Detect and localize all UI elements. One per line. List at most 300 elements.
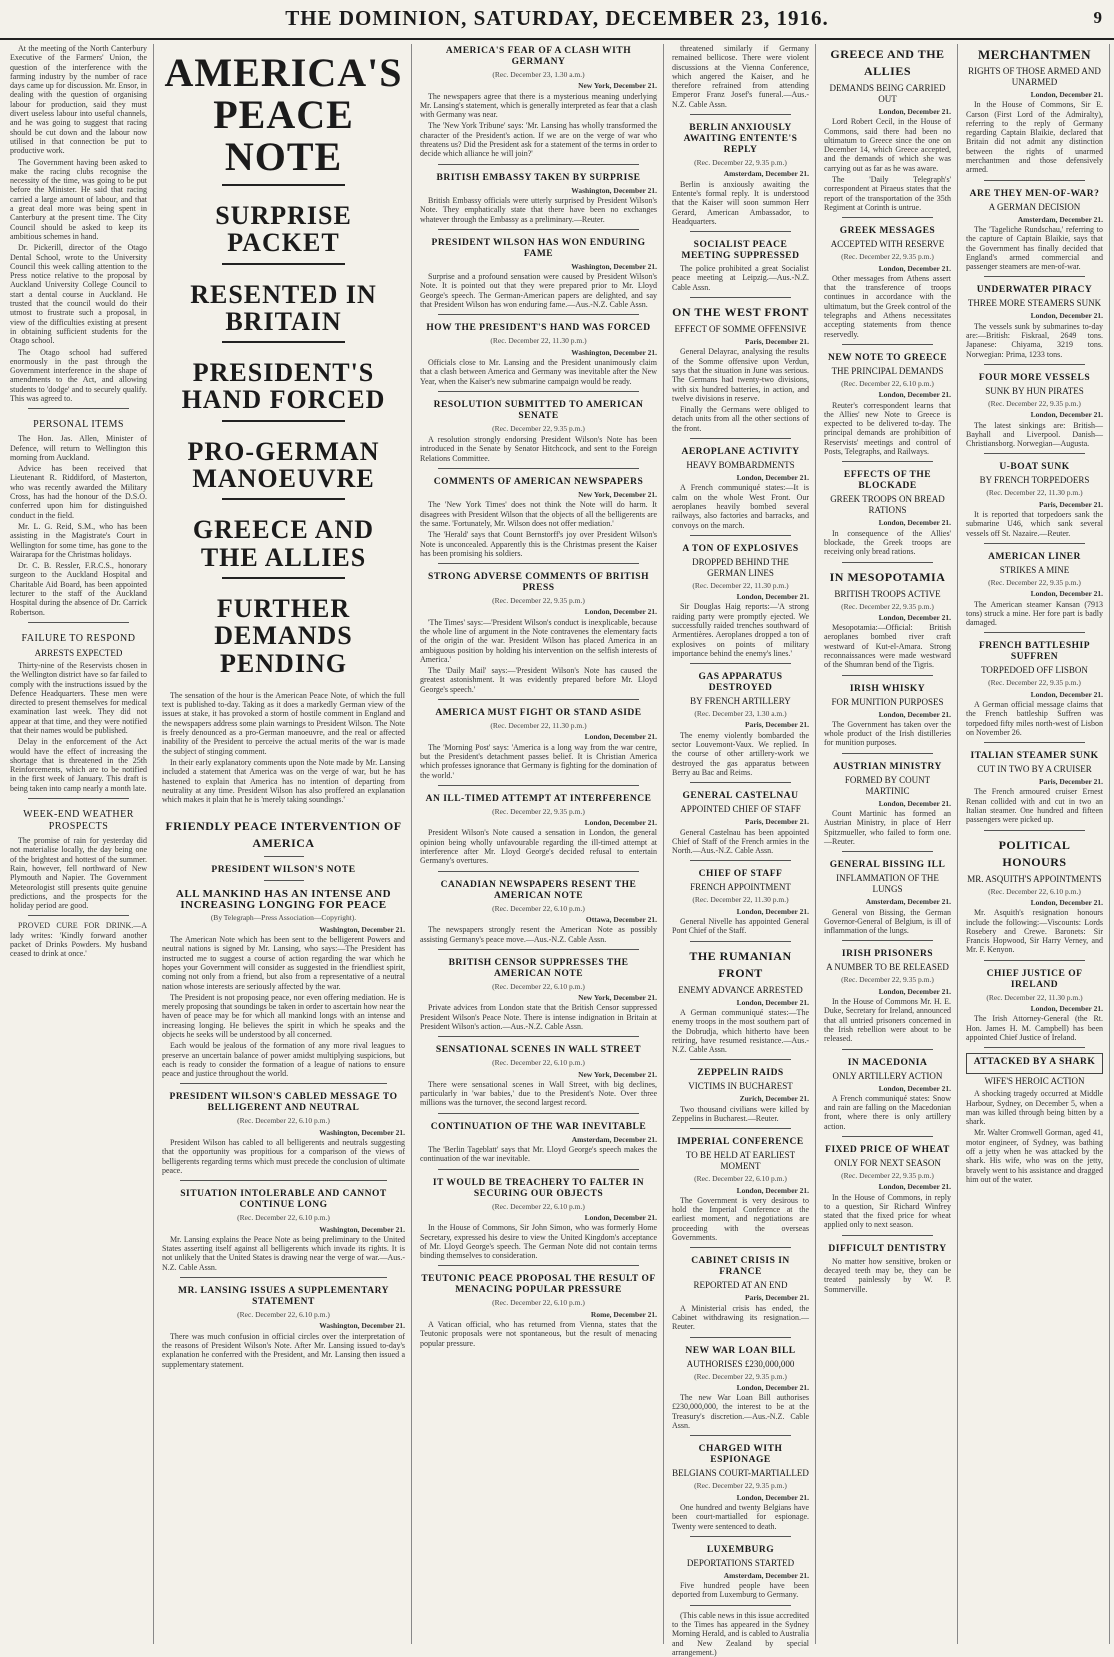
dateline: Washington, December 21. <box>319 1127 405 1137</box>
article-heading: AMERICA MUST FIGHT OR STAND ASIDE <box>435 708 642 719</box>
dateline: London, December 21. <box>1030 90 1103 99</box>
paragraph: General Delayrac, analysing the results of the Somme offensive upon Verdun, says that the situation in June was serious. The Germans had twenty-two divisions, with six hundred batteries, in action, and twelve divisions in reserve. <box>672 347 809 403</box>
column-1 <box>4 44 154 1644</box>
dateline: London, December 21. <box>736 592 809 602</box>
article-heading: CHARGED WITH ESPIONAGE <box>698 1444 783 1466</box>
article-subheading: APPOINTED CHIEF OF STAFF <box>680 804 801 815</box>
divider <box>842 851 933 852</box>
paragraph: The 'New York Tribune' says: 'Mr. Lansing has wholly transformed the character of the President's action. If we are on the verge of war who threatens us? Did the President ask for a statement of the terms in order to decide which alliance he will join?' <box>420 121 657 159</box>
divider <box>180 1180 387 1181</box>
paragraph: There were sensational scenes in Wall Street, with big declines, particularly in 'war babies,' due to the President's Note. Over three millions was the turnover, the second largest record. <box>420 1079 657 1108</box>
paragraph: The 'Berlin Tageblatt' says that Mr. Lloyd George's speech makes the continuation of the war inevitable. <box>420 1145 657 1164</box>
article-heading: GREECE AND THE ALLIES <box>830 47 945 78</box>
article-heading: HOW THE PRESIDENT'S HAND WAS FORCED <box>426 323 651 334</box>
paragraph: In consequence of the Allies' blockade, the Greek troops are receiving only bread rations. <box>824 528 951 557</box>
headline-main: AMERICA'S PEACE <box>164 50 403 137</box>
article-heading: DIFFICULT DENTISTRY <box>828 1243 947 1254</box>
paragraph: One hundred and twenty Belgians have been court-martialled for espionage. Twenty were sentenced to death. <box>672 1502 809 1531</box>
divider <box>984 364 1085 365</box>
divider <box>690 1247 791 1248</box>
paragraph: Count Martinic has formed an Austrian Ministry, in place of Herr Spitzmueller, who failed to form one.—Reuter. <box>824 809 951 846</box>
dateline: New York, December 21. <box>578 993 657 1003</box>
paragraph: In the House of Commons Mr. H. E. Duke, Secretary for Ireland, announced that all untried prisoners concerned in the Irish rebellion were about to be released. <box>824 997 951 1044</box>
paragraph: A French communiqué states: Snow and rain are falling on the Macedonian front, where there is only artillery action. <box>824 1093 951 1131</box>
paragraph: The 'Daily Telegraph's' correspondent at Piraeus states that the report of the transportation of the 35th Regiment at Corinth is untrue. <box>824 175 951 212</box>
paragraph: Advice has been received that Lieutenant R. Riddiford, of Masterton, who was recently awarded the Military Cross, has had the honour of the D.S.O. conferred upon him for distinguished conduct in the field. <box>10 464 147 520</box>
paragraph: Berlin is anxiously awaiting the Entente's formal reply. It is understood that the Kaiser will soon summon Herr Gerard, American Ambassador, to Headquarters. <box>672 179 809 226</box>
divider <box>28 408 129 409</box>
article-heading: SOCIALIST PEACE MEETING SUPPRESSED <box>681 240 800 262</box>
dateline: London, December 21. <box>736 997 809 1007</box>
dateline: London, December 21. <box>878 518 951 528</box>
paragraph: Other messages from Athens assert that the transference of troops continues in accordance with the ultimatum, but the Greek control of the telegraphs and Athens necessitates accepting statements from thence reservedly. <box>824 273 951 339</box>
paragraph: In the House of Commons, Sir E. Carson (First Lord of the Admiralty), referring to the reply of Germany regarding Captain Blaikie, declared that Britain did not admit any distinction between the rights of unarmed merchantmen and those defensively armed. <box>966 100 1103 175</box>
paragraph: Each would be jealous of the formation of any more rival leagues to preserve an uncertain balance of power amidst multiplying suspicions, but each is ready to consider the formation of a league of nations to ensure peace and justice throughout the world. <box>162 1041 405 1079</box>
article-subheading: THE PRINCIPAL DEMANDS <box>831 365 944 376</box>
article-subheading: A GERMAN DECISION <box>988 201 1081 212</box>
received-time: (Rec. December 22, 9.35 p.m.) <box>694 1481 787 1491</box>
dateline: London, December 21. <box>878 612 951 622</box>
dateline: Washington, December 21. <box>571 261 657 271</box>
paragraph: General Castelnau has been appointed Chief of Staff of the French armies in the North.—Aus.-N.Z. Cable Assn. <box>672 827 809 856</box>
received-time: (Rec. December 22, 9.35 p.m.) <box>841 975 934 985</box>
paragraph: The Government has taken over the whole product of the Irish distilleries for munition purposes. <box>824 719 951 748</box>
dateline: London, December 21. <box>1030 410 1103 420</box>
article-heading: CHIEF JUSTICE OF IRELAND <box>986 968 1083 990</box>
dateline: New York, December 21. <box>578 490 657 500</box>
article-heading: NEW WAR LOAN BILL <box>685 1345 796 1356</box>
article-heading: BRITISH CENSOR SUPPRESSES THE AMERICAN NOTE <box>448 957 629 979</box>
copyright-note: (This cable news in this issue accredited to the Times has appeared in the Sydney Morning Herald, and is cabled to Australia and New Zealand by special arrangement.) <box>672 1610 809 1657</box>
paragraph: Sir Douglas Haig reports:—'A strong raiding party were promptly ejected. We successfully raided trenches southward of Armentières. Aeroplanes dropped a ton of explosives on points of military importance behind the enemy's lines.' <box>672 602 809 658</box>
divider <box>690 860 791 861</box>
dateline: Washington, December 21. <box>571 185 657 195</box>
divider <box>690 535 791 536</box>
paragraph: It is reported that torpedoers sank the submarine U46, which sank several vessels off St. Nazaire.—Reuter. <box>966 510 1103 538</box>
article-subheading: DEPORTATIONS STARTED <box>686 1557 795 1568</box>
paragraph: Lord Robert Cecil, in the House of Commons, said there had been no ultimatum to Greece since the one on December 14, which Greece accepted, and the demands of which she was carrying out as far as he was aware. <box>824 117 951 173</box>
paragraph: A Vatican official, who has returned from Vienna, states that the Teutonic proposals were not spontaneous, but the result of menacing popular pressure. <box>420 1320 657 1348</box>
received-time: (Rec. December 22, 6.10 p.m.) <box>237 1310 330 1320</box>
dateline: Paris, December 21. <box>744 720 809 730</box>
article-subheading: INFLAMMATION OF THE LUNGS <box>836 873 939 895</box>
dateline: Amsterdam, December 21. <box>571 1134 657 1144</box>
dateline: London, December 21. <box>878 986 951 996</box>
article-subheading: DEMANDS BEING CARRIED OUT <box>829 83 946 104</box>
article-subheading: ARRESTS EXPECTED <box>34 647 123 658</box>
article-heading: AUSTRIAN MINISTRY <box>833 761 942 772</box>
divider <box>690 114 791 115</box>
paragraph: The Hon. Jas. Allen, Minister of Defence, will return to Wellington this morning from Auckland. <box>10 434 147 462</box>
article-subheading: FORMED BY COUNT MARTINIC <box>844 774 931 796</box>
article-heading: THE RUMANIAN FRONT <box>689 948 792 980</box>
article-subheading: GREEK TROOPS ON BREAD RATIONS <box>830 494 945 516</box>
paragraph: General von Bissing, the German Governor-General of Belgium, is ill of inflammation of the lungs. <box>824 907 951 936</box>
paragraph: The Otago school had suffered enormously in the past through the Government interference in the shape of amendments to the Act, and allowing students to 'dodge' and to securely qualify. This was agreed to. <box>10 347 147 403</box>
article-heading: TEUTONIC PEACE PROPOSAL THE RESULT OF MENACING POPULAR PRESSURE <box>421 1274 656 1296</box>
article-heading: GENERAL CASTELNAU <box>682 791 799 802</box>
paragraph: President Wilson's Note caused a sensation in London, the general opinion being wholly unfavourable regarding the ill-timed attempt at interference after Mr. Lloyd George's decided refusal to entertain Germany's overtures. <box>420 828 657 866</box>
received-time: (Rec. December 23, 1.30 a.m.) <box>492 70 585 79</box>
paragraph: A German official message claims that the French battleship Suffren was torpedoed fifty miles north-west of Lisbon on November 26. <box>966 699 1103 737</box>
paragraph: The police prohibited a great Socialist peace meeting at Leipzig.—Aus.-N.Z. Cable Assn. <box>672 264 809 292</box>
article-heading: EFFECTS OF THE BLOCKADE <box>843 470 932 492</box>
paragraph: British Embassy officials were utterly surprised by President Wilson's Note. They emphatically state that there have been no exchanges whatever through the Embassy as a preliminary.—Reuter. <box>420 195 657 224</box>
divider <box>690 1337 791 1338</box>
article-subheading: FRENCH APPOINTMENT <box>690 882 791 893</box>
headline-deck: RESENTED IN BRITAIN <box>190 279 377 336</box>
dateline: London, December 21. <box>878 709 951 719</box>
divider <box>984 453 1085 454</box>
paragraph: The French armoured cruiser Ernest Renan collided with and cut in two an Italian steamer. One hundred and fifteen passengers were picked up. <box>966 787 1103 825</box>
paragraph: Private advices from London state that the British Censor suppressed President Wilson's Peace Note. There is intense indignation in Britain at President Wilson's action.—Aus.-N.Z. Cable Assn. <box>420 1003 657 1031</box>
paragraph: Five hundred people have been deported from Luxemburg to Germany. <box>672 1581 809 1600</box>
dateline: Ottawa, December 21. <box>585 914 657 924</box>
article-heading: IMPERIAL CONFERENCE <box>677 1137 804 1148</box>
paragraph: Finally the Germans were obliged to detach units from all the other sections of the front. <box>672 405 809 433</box>
article-heading: AMERICA'S FEAR OF A CLASH WITH GERMANY <box>445 46 632 67</box>
dateline: London, December 21. <box>736 906 809 916</box>
paragraph: Dr. C. B. Ressler, F.R.C.S., honorary surgeon to the Auckland Hospital and Charitable Aid Board, has been appointed lecturer to the staff of the Auckland Hospital during the absence of Dr. Carrick Robertson. <box>10 561 147 617</box>
article-heading: IT WOULD BE TREACHERY TO FALTER IN SECURING OUR OBJECTS <box>432 1177 645 1199</box>
divider <box>690 1605 791 1606</box>
article-subheading: ACCEPTED WITH RESERVE <box>830 239 945 250</box>
paragraph: In the House of Commons, in reply to a question, Sir Richard Winfrey stated that the fixed price for wheat applied only to next season. <box>824 1192 951 1230</box>
divider <box>438 1169 639 1170</box>
divider <box>984 742 1085 743</box>
divider <box>28 798 129 799</box>
headline-main-2: NOTE <box>224 134 343 179</box>
article-subheading: TORPEDOED OFF LISBON <box>981 665 1088 676</box>
paragraph: Two thousand civilians were killed by Zeppelins in Bucharest.—Reuter. <box>672 1104 809 1123</box>
article-subheading: CUT IN TWO BY A CRUISER <box>977 764 1092 775</box>
paragraph: Mr. Walter Cromwell Gorman, aged 41, motor engineer, of Sydney, was bathing off a jetty when he was attacked by the shark. His wife, who was on the jetty, bravely went to his assistance and dragged him out of the water. <box>966 1128 1103 1184</box>
article-heading: BRITISH EMBASSY TAKEN BY SURPRISE <box>436 172 641 183</box>
article-heading: PRESIDENT WILSON'S CABLED MESSAGE TO BELLIGERENT AND NEUTRAL <box>169 1092 398 1114</box>
divider <box>984 543 1085 544</box>
dateline: Zurich, December 21. <box>739 1094 809 1104</box>
article-heading: GENERAL BISSING ILL <box>829 860 946 871</box>
divider <box>438 1113 639 1114</box>
divider <box>690 941 791 942</box>
article-subheading: A NUMBER TO BE RELEASED <box>826 962 949 973</box>
divider <box>842 1049 933 1050</box>
article-heading: GAS APPARATUS DESTROYED <box>698 672 783 694</box>
article-heading: CONTINUATION OF THE WAR INEVITABLE <box>430 1121 647 1132</box>
article-heading: IRISH PRISONERS <box>841 949 934 960</box>
dateline: London, December 21. <box>736 1382 809 1392</box>
received-time: (Rec. December 22, 9.35 p.m.) <box>988 678 1081 688</box>
dateline: London, December 21. <box>736 1185 809 1195</box>
paragraph: Mr. L. G. Reid, S.M., who has been assisting in the Magistrate's Court in Wellington for some time, has gone to the Wairarapa for the Christmas holidays. <box>10 521 147 559</box>
dateline: London, December 21. <box>878 390 951 400</box>
article-heading: COMMENTS OF AMERICAN NEWSPAPERS <box>433 477 644 488</box>
article-subheading: BY FRENCH TORPEDOERS <box>979 475 1090 486</box>
article-heading: AMERICAN LINER <box>988 551 1081 562</box>
paragraph: The Government having been asked to make the racing clubs recognise the necessity of the time, was going to be put before the Minister. He said that racing carried a large amount of labour, and that a great deal more was being spent in Canterbury at the present time. The City Council should be asked to keep its ambitious schemes in hand. <box>10 157 147 241</box>
article-heading: IN MESOPOTAMIA <box>829 569 946 584</box>
divider <box>438 314 639 315</box>
received-time: (Rec. December 23, 1.30 a.m.) <box>694 709 787 719</box>
article-heading: SITUATION INTOLERABLE AND CANNOT CONTINUE LONG <box>180 1189 387 1211</box>
dateline: Amsterdam, December 21. <box>723 169 809 179</box>
dateline: London, December 21. <box>878 263 951 273</box>
received-time: (Rec. December 22, 9.35 p.m.) <box>694 1371 787 1381</box>
divider <box>222 341 345 343</box>
received-time: (Rec. December 22, 6.10 p.m.) <box>694 1174 787 1184</box>
paragraph: Mr. Asquith's resignation honours include the following:—Viscounts: Lords Rosebery and Crewe. Baronets: Sir Francis Hopwood, Sir Harry Verney, and Mr. F. Kenyon. <box>966 908 1103 955</box>
article-subheading: FOR MUNITION PURPOSES <box>831 696 944 707</box>
divider <box>984 276 1085 277</box>
received-time: (Rec. December 22, 11.30 p.m.) <box>490 336 587 346</box>
dateline: Washington, December 21. <box>319 924 405 934</box>
divider <box>842 344 933 345</box>
article-subheading: WIFE'S HEROIC ACTION <box>984 1076 1085 1087</box>
dateline: Washington, December 21. <box>571 347 657 357</box>
page-number: 9 <box>1093 8 1102 27</box>
divider <box>438 785 639 786</box>
divider <box>28 622 129 623</box>
article-subheading: ONLY ARTILLERY ACTION <box>832 1070 943 1081</box>
article-subheading: AUTHORISES £230,000,000 <box>686 1358 795 1369</box>
article-heading: ON THE WEST FRONT <box>672 305 809 320</box>
article-subheading: BRITISH TROOPS ACTIVE <box>834 588 941 599</box>
article-heading: MR. LANSING ISSUES A SUPPLEMENTARY STATEMENT <box>177 1286 389 1308</box>
paragraph: Thirty-nine of the Reservists chosen in the Wellington district have so far failed to comply with the instructions issued by the Defence Headquarters. These men were directed to present themselves for medical examination last week. They did not appear at that time, and they were notified that their names would be published. <box>10 660 147 735</box>
paragraph: The enemy violently bombarded the sector Louvemont-Vaux. We replied. In the course of other artillery-work we destroyed the gas apparatus between Berry au Bac and Reims. <box>672 730 809 777</box>
article-subheading: BY FRENCH ARTILLERY <box>690 696 791 707</box>
paragraph: The 'Herald' says that Count Bernstorff's joy over President Wilson's Note is unconcealed. Apparently this is the Christmas present the Kaiser has been promising his soldiers. <box>420 530 657 558</box>
divider <box>28 915 129 916</box>
article-heading: A TON OF EXPLOSIVES <box>682 543 799 554</box>
received-time: (Rec. December 22, 11.30 p.m.) <box>986 488 1083 498</box>
dateline: London, December 21. <box>878 1083 951 1093</box>
divider <box>690 1128 791 1129</box>
received-time: (Rec. December 22, 11.30 p.m.) <box>692 580 789 590</box>
column-4 <box>666 44 816 1657</box>
dateline: Paris, December 21. <box>1038 777 1103 787</box>
masthead <box>0 2 1114 40</box>
paragraph: President Wilson has cabled to all belligerents and neutrals suggesting that the opportunity was propitious for a comparison of the views of belligerents regarding terms which must precede the conclusion of ultimate peace. <box>162 1138 405 1175</box>
divider <box>984 830 1085 831</box>
dateline: London, December 21. <box>1030 311 1103 321</box>
divider <box>222 263 345 265</box>
article-subheading: BELGIANS COURT-MARTIALLED <box>672 1468 809 1479</box>
divider <box>438 391 639 392</box>
divider <box>984 180 1085 181</box>
article-subheading: REPORTED AT AN END <box>693 1280 788 1291</box>
received-time: (Rec. December 22, 6.10 p.m.) <box>988 886 1081 896</box>
column-2 <box>156 44 412 1644</box>
dateline: Paris, December 21. <box>744 337 809 347</box>
paragraph: The newspapers agree that there is a mysterious meaning underlying Mr. Lansing's statement, which is generally interpreted as fear that a clash with Germany was near. <box>420 91 657 120</box>
dateline: London, December 21. <box>584 607 657 617</box>
divider <box>180 1277 387 1278</box>
article-heading: ATTACKED BY A SHARK <box>973 1057 1096 1068</box>
dateline: Rome, December 21. <box>590 1309 657 1319</box>
paragraph: Mr. Lansing explains the Peace Note as being preliminary to the United States asserting itself against all belligerents which invade its rights. It is not unlikely that the United States is drawing near the verge of war.—Aus.-N.Z. Cable Assn. <box>162 1234 405 1272</box>
shark-story-box <box>966 1053 1103 1074</box>
dateline: London, December 21. <box>1030 589 1103 599</box>
divider <box>984 632 1085 633</box>
received-time: (Rec. December 22, 9.35 p.m.) <box>841 601 934 611</box>
received-time: (Rec. December 22, 6.10 p.m.) <box>237 1213 330 1223</box>
received-time: (Rec. December 22, 9.35 p.m.) <box>694 158 787 168</box>
divider <box>264 880 304 881</box>
paragraph: In the House of Commons, Sir John Simon, who was formerly Home Secretary, expressed his desire to view the United Kingdom's acceptance of Mr. Lloyd George's speech. The German Note did not contain terms binding themselves to consideration. <box>420 1223 657 1261</box>
article-subheading: VICTIMS IN BUCHAREST <box>688 1081 793 1092</box>
divider <box>984 1047 1085 1048</box>
divider <box>222 498 345 500</box>
divider <box>438 563 639 564</box>
paragraph: The American steamer Kansan (7913 tons) struck a mine. Her fore part is badly damaged. <box>966 599 1103 628</box>
article-heading: FRENCH BATTLESHIP SUFFREN <box>979 641 1090 663</box>
article-heading: GREEK MESSAGES <box>839 226 936 237</box>
article-heading: ARE THEY MEN-OF-WAR? <box>969 188 1100 199</box>
article-heading: FAILURE TO RESPOND <box>21 632 136 644</box>
article-subheading: MR. ASQUITH'S APPOINTMENTS <box>967 873 1102 884</box>
article-heading: ZEPPELIN RAIDS <box>697 1068 784 1079</box>
article-heading: STRONG ADVERSE COMMENTS OF BRITISH PRESS <box>428 572 649 594</box>
paragraph: The 'Morning Post' says: 'America is a long way from the war centre, but the President's detachment passes belief. It is Christian America which professes ignorance that Germany is fighting for the domination of the world.' <box>420 742 657 780</box>
article-heading: CABINET CRISIS IN FRANCE <box>691 1256 790 1278</box>
dateline: Paris, December 21. <box>744 1293 809 1303</box>
divider <box>690 663 791 664</box>
article-subheading: ALL MANKIND HAS AN INTENSE AND INCREASING LONGING FOR PEACE <box>175 888 392 912</box>
article-heading: SENSATIONAL SCENES IN WALL STREET <box>435 1045 642 1056</box>
lead-paragraph: In their early explanatory comments upon the Note made by Mr. Lansing included a statement that America was on the verge of war, but he has hastened to explain that America has no intention of departing from neutrality at any time. President Wilson has also proffered an explanation which makes it plain that he is 'merely taking soundings.' <box>162 757 405 805</box>
paragraph: The 'New York Times' does not think the Note will do harm. It disagrees with President Wilson that the objects of all the belligerents are the same. 'Fortunately, Mr. Wilson does not offer mediation.' <box>420 500 657 528</box>
divider <box>690 782 791 783</box>
article-heading: PRESIDENT WILSON HAS WON ENDURING FAME <box>431 237 646 259</box>
divider <box>438 1265 639 1266</box>
divider <box>842 1235 933 1236</box>
article-heading: IRISH WHISKY <box>849 683 926 694</box>
article-subheading: RIGHTS OF THOSE ARMED AND UNARMED <box>968 66 1101 87</box>
paragraph: Surprise and a profound sensation were caused by President Wilson's Note. It is pointed out that they were prepared prior to Mr. Lloyd George's speech. The German-American papers are delighted, and say that President Wilson has won enduring fame.—Aus.-N.Z. Cable Assn. <box>420 272 657 310</box>
received-time: (Rec. December 22, 9.35 p.m.) <box>492 423 585 433</box>
dateline: Amsterdam, December 21. <box>1017 214 1103 224</box>
dateline: London, December 21. <box>584 1212 657 1222</box>
dateline: London, December 21. <box>584 732 657 742</box>
paragraph: General Nivelle has appointed General Pont Chief of the Staff. <box>672 917 809 936</box>
article-heading: BERLIN ANXIOUSLY AWAITING ENTENTE'S REPLY <box>683 123 798 156</box>
article-heading: CANADIAN NEWSPAPERS RESENT THE AMERICAN NOTE <box>440 879 637 901</box>
article-heading: UNDERWATER PIRACY <box>976 285 1093 296</box>
headline-deck: FURTHER DEMANDS PENDING <box>214 593 353 678</box>
paragraph: The newspapers strongly resent the American Note as possibly assisting Germany's peace move.—Aus.-N.Z. Cable Assn. <box>420 925 657 944</box>
divider <box>438 871 639 872</box>
paragraph: The latest sinkings are: British—Bayhall and Liverpool. Danish—Christiansborg. Norwegian—Augusta. <box>966 420 1103 449</box>
paragraph: A Ministerial crisis has ended, the Cabinet withdrawing its resignation.—Reuter. <box>672 1303 809 1332</box>
paragraph: There was much confusion in official circles over the interpretation of the reasons of President Wilson's Note. After Mr. Lansing issued to-day's explanation he conferred with the President, and Mr. Lansing then issued a supplementary statement. <box>162 1331 405 1369</box>
received-time: (Rec. December 22, 9.35 p.m.) <box>988 577 1081 587</box>
advertisement: PROVED CURE FOR DRINK.—A lady writes: 'Kindly forward another packet of Drinks Powders. My husband ceased to drink at once.' <box>10 921 147 959</box>
paragraph: Mesopotamia:—Official: British aeroplanes bombed river craft westward of Kut-el-Amara. Strong reconnaissances were made westward of the Shumran bend of the Tigris. <box>824 623 951 670</box>
received-time: (Rec. December 22, 6.10 p.m.) <box>492 1298 585 1308</box>
received-time: (Rec. December 22, 6.10 p.m.) <box>492 903 585 913</box>
dateline: New York, December 21. <box>578 81 657 91</box>
headline-deck: PRO-GERMAN MANOEUVRE <box>187 436 380 494</box>
paragraph: The new War Loan Bill authorises £230,000,000, the interest to be at the Treasury's discretion.—Aus.-N.Z. Cable Assn. <box>672 1393 809 1431</box>
divider <box>438 164 639 165</box>
paragraph: The 'Daily Mail' says:—'President Wilson's Note has caused the greatest astonishment. It was evidently prepared before Mr. Lloyd George's speech.' <box>420 666 657 694</box>
paragraph: threatened similarly if Germany remained bellicose. There were violent discussions at the Vienna Conference, which angered the Kaiser, and he therefore refrained from attending Emperor Franz Josef's funeral.—Aus.-N.Z. Cable Assn. <box>672 44 809 109</box>
dateline: Amsterdam, December 21. <box>865 897 951 907</box>
received-time: (Rec. December 22, 11.30 p.m.) <box>986 992 1083 1002</box>
paragraph: A German communiqué states:—The enemy troops in the most southern part of the Dobrudja, which hitherto have been retiring, have resumed resistance.—Aus.-N.Z. Cable Assn. <box>672 1007 809 1055</box>
headline-deck: GREECE AND THE ALLIES <box>192 515 375 572</box>
article-subheading: STRIKES A MINE <box>999 564 1070 575</box>
received-time: (Rec. December 22, 9.35 p.m.) <box>841 1171 934 1180</box>
paragraph: A resolution strongly endorsing President Wilson's Note has been introduced in the Senate by Senator Hitchcock, and sent to the Foreign Relations Committee. <box>420 435 657 463</box>
article-heading: FOUR MORE VESSELS <box>978 372 1091 383</box>
divider <box>842 675 933 676</box>
article-subheading: ENEMY ADVANCE ARRESTED <box>678 984 803 995</box>
article-subheading: HEAVY BOMBARDMENTS <box>686 460 795 471</box>
divider <box>842 940 933 941</box>
column-5 <box>818 44 958 1644</box>
article-heading: PERSONAL ITEMS <box>33 419 124 431</box>
article-heading: WEEK-END WEATHER PROSPECTS <box>23 809 134 833</box>
divider <box>438 699 639 700</box>
paragraph: The President is not proposing peace, nor even offering mediation. He is merely proposing that soundings be taken in order to ascertain how near the haven of peace may be for which all mankind longs with an intense and increasing longing. He believes the spirit in which he speaks and the objects he seeks will be understood by all concerned. <box>162 992 405 1039</box>
divider <box>690 1536 791 1537</box>
dateline: London, December 21. <box>1030 897 1103 907</box>
article-subheading: EFFECT OF SOMME OFFENSIVE <box>674 324 807 335</box>
headline-deck: SURPRISE PACKET <box>215 201 352 258</box>
paragraph: Delay in the enforcement of the Act would have the effect of increasing the shortage that is threatened in the 25th Reinforcements, which are to be notified in the first week of January. This draft is being taken into camp nearly a month late. <box>10 737 147 793</box>
divider <box>842 1136 933 1137</box>
received-time: (Rec. December 22, 11.30 p.m.) <box>490 721 587 731</box>
article-subheading: DROPPED BEHIND THE GERMAN LINES <box>692 556 789 578</box>
paragraph: Officials close to Mr. Lansing and the President unanimously claim that a clash between America and Germany was inevitable after the New Year, when the Kaiser's new submarine campaign would be ready. <box>420 357 657 386</box>
article-heading: RESOLUTION SUBMITTED TO AMERICAN SENATE <box>433 399 644 421</box>
article-subheading: PRESIDENT WILSON'S NOTE <box>211 865 356 876</box>
dateline: London, December 21. <box>878 107 951 116</box>
received-time: (Rec. December 22, 6.10 p.m.) <box>492 1058 585 1068</box>
received-time: (Rec. December 22, 6.10 p.m.) <box>237 1116 330 1126</box>
dateline: Paris, December 21. <box>1038 499 1103 509</box>
paragraph: The American Note which has been sent to the belligerent Powers and neutral nations is signed by Mr. Lansing, who says:—The President has instructed me to suggest a course of action regarding the war which he hopes your Government will consider as suggested in the friendliest spirit, coming not only from a friend, but also from a representative of a neutral nation whose interests are seriously affected by the war. <box>162 935 405 991</box>
lead-paragraph: The sensation of the hour is the American Peace Note, of which the full text is published to-day. Taking as it does a markedly German view of the issues at stake, it has provoked a storm of hostile comment in England and the newspapers address some plain warnings to President Wilson. The Note is freely denounced as a pro-German manoeuvre, and the real or affected inability of the President to perceive the actual merits of the war is made the subject of stinging comment. <box>162 690 405 756</box>
dateline: Paris, December 21. <box>744 817 809 827</box>
received-time: (Rec. December 22, 6.10 p.m.) <box>492 981 585 991</box>
paragraph: 'The Times' says:—'President Wilson's conduct is inexplicable, because the whole line of argument in the Note contravenes the elementary facts of the origin of the war. President Wilson has placed America in an ambiguous position by holding his intervention on the selfish interests of America.' <box>420 617 657 664</box>
article-heading: ITALIAN STEAMER SUNK <box>970 751 1099 762</box>
article-subheading: TO BE HELD AT EARLIEST MOMENT <box>685 1150 796 1172</box>
divider <box>438 1036 639 1037</box>
paragraph: The Government is very desirous to hold the Imperial Conference at the earliest moment, and negotiations are proceeding with the overseas Governments. <box>672 1195 809 1243</box>
dateline: Washington, December 21. <box>319 1224 405 1234</box>
divider <box>842 461 933 462</box>
paragraph: The promise of rain for yesterday did not materialise locally, the day being one of the brightest and hottest of the summer. Rain, however, fell northward of New Plymouth and Napier. The Government Meteorologist still presents quite genuine predictions, and the prospects for the holiday period are good. <box>10 836 147 911</box>
received-time: (Rec. December 22, 6.10 p.m.) <box>492 1201 585 1211</box>
divider <box>984 960 1085 961</box>
received-time: (Rec. December 22, 11.30 p.m.) <box>692 895 789 905</box>
byline: (By Telegraph—Press Association—Copyright). <box>210 913 357 923</box>
divider <box>438 468 639 469</box>
newspaper-title: THE DOMINION, SATURDAY, DECEMBER 23, 1916. <box>285 6 829 30</box>
divider <box>180 1083 387 1084</box>
divider <box>690 1059 791 1060</box>
divider <box>690 438 791 439</box>
dateline: Amsterdam, December 21. <box>723 1570 809 1580</box>
divider <box>222 577 345 579</box>
dateline: London, December 21. <box>736 473 809 483</box>
paragraph: Reuter's correspondent learns that the Allies' new Note to Greece is expected to be delivered to-day. The principal demands are prohibition of Reservists' meetings and control of Posts, Telegraphs, and Railways. <box>824 400 951 457</box>
paragraph: The Irish Attorney-General (the Rt. Hon. James H. M. Campbell) has been appointed Chief Justice of Ireland. <box>966 1014 1103 1042</box>
